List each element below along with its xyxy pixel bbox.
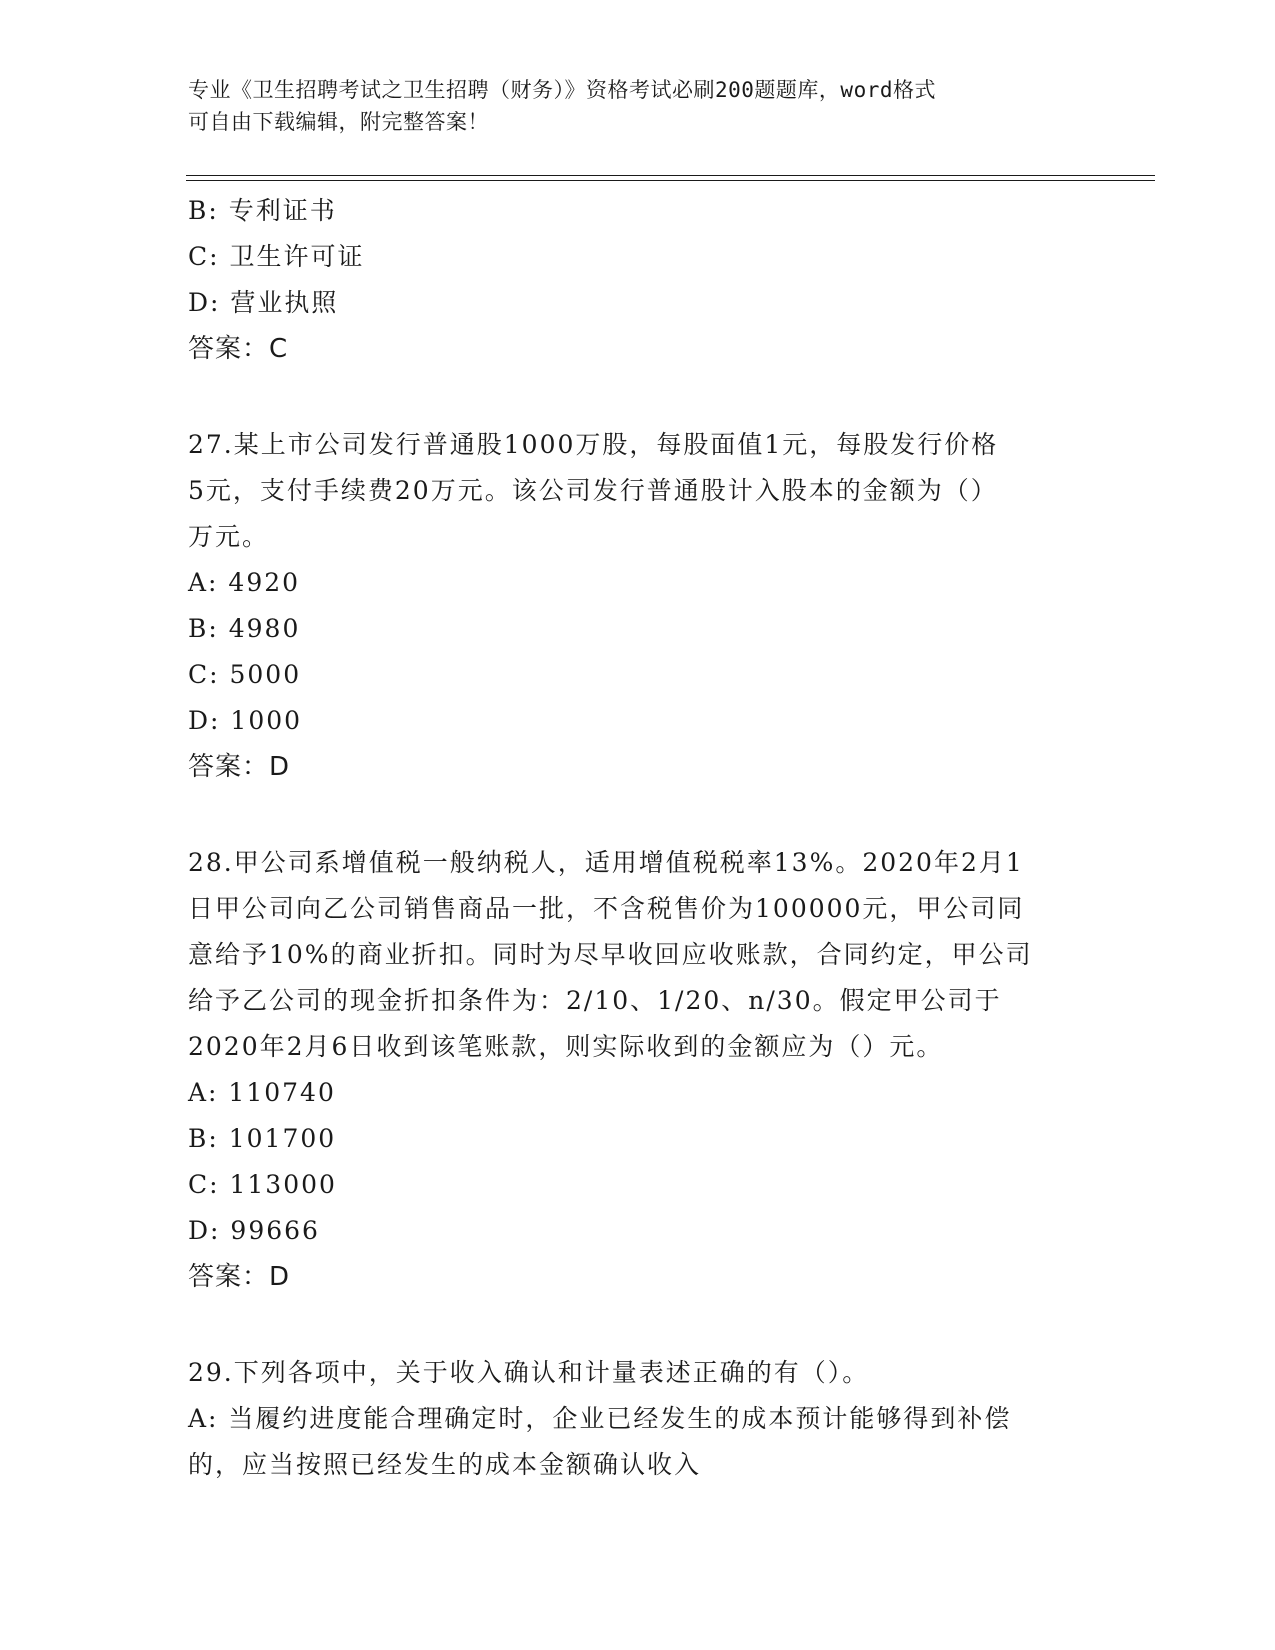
question-content xyxy=(188,188,1088,1488)
header-title-line-1: 专业《卫生招聘考试之卫生招聘（财务）》资格考试必刷200题题库，word格式 xyxy=(188,78,936,102)
question-text-line: 27.某上市公司发行普通股1000万股，每股面值1元，每股发行价格 xyxy=(188,430,999,459)
question-28 xyxy=(188,840,1088,1300)
question-27 xyxy=(188,422,1088,790)
question-text-line: 28.甲公司系增值税一般纳税人，适用增值税税率13%。2020年2月1 xyxy=(188,848,1024,877)
question-text-line: 29.下列各项中，关于收入确认和计量表述正确的有（）。 xyxy=(188,1358,870,1387)
option-b: B: 101700 xyxy=(188,1124,337,1153)
option-a: A: 110740 xyxy=(188,1078,336,1107)
option-d: D: 营业执照 xyxy=(188,288,339,317)
question-26-tail xyxy=(188,188,1088,372)
spacer xyxy=(188,1300,1088,1350)
option-b: B: 4980 xyxy=(188,614,301,643)
question-text-line: 给予乙公司的现金折扣条件为：2/10、1/20、n/30。假定甲公司于 xyxy=(188,986,1002,1015)
spacer xyxy=(188,372,1088,422)
option-c: C: 113000 xyxy=(188,1170,337,1199)
answer-line: 答案：C xyxy=(188,334,289,364)
option-c: C: 卫生许可证 xyxy=(188,242,365,271)
question-text-line: 5元，支付手续费20万元。该公司发行普通股计入股本的金额为（） xyxy=(188,476,998,505)
header-divider-bottom xyxy=(186,180,1155,181)
answer-line: 答案：D xyxy=(188,1262,291,1292)
answer-line: 答案：D xyxy=(188,752,291,782)
spacer xyxy=(188,790,1088,840)
header-divider-top xyxy=(186,175,1155,176)
question-text-line: 万元。 xyxy=(188,522,270,551)
question-29 xyxy=(188,1350,1088,1488)
header-title-line-2: 可自由下载编辑，附完整答案！ xyxy=(188,110,489,134)
option-a: A: 当履约进度能合理确定时，企业已经发生的成本预计能够得到补偿 xyxy=(188,1404,1012,1433)
question-text-line: 意给予10%的商业折扣。同时为尽早收回应收账款，合同约定，甲公司 xyxy=(188,940,1033,969)
option-a-continued: 的，应当按照已经发生的成本金额确认收入 xyxy=(188,1450,702,1479)
question-text-line: 2020年2月6日收到该笔账款，则实际收到的金额应为（）元。 xyxy=(188,1032,944,1061)
option-d: D: 99666 xyxy=(188,1216,320,1245)
document-header xyxy=(188,74,1088,138)
question-text-line: 日甲公司向乙公司销售商品一批，不含税售价为100000元，甲公司同 xyxy=(188,894,1025,923)
option-d: D: 1000 xyxy=(188,706,303,735)
option-a: A: 4920 xyxy=(188,568,301,597)
option-c: C: 5000 xyxy=(188,660,302,689)
option-b: B: 专利证书 xyxy=(188,196,337,225)
